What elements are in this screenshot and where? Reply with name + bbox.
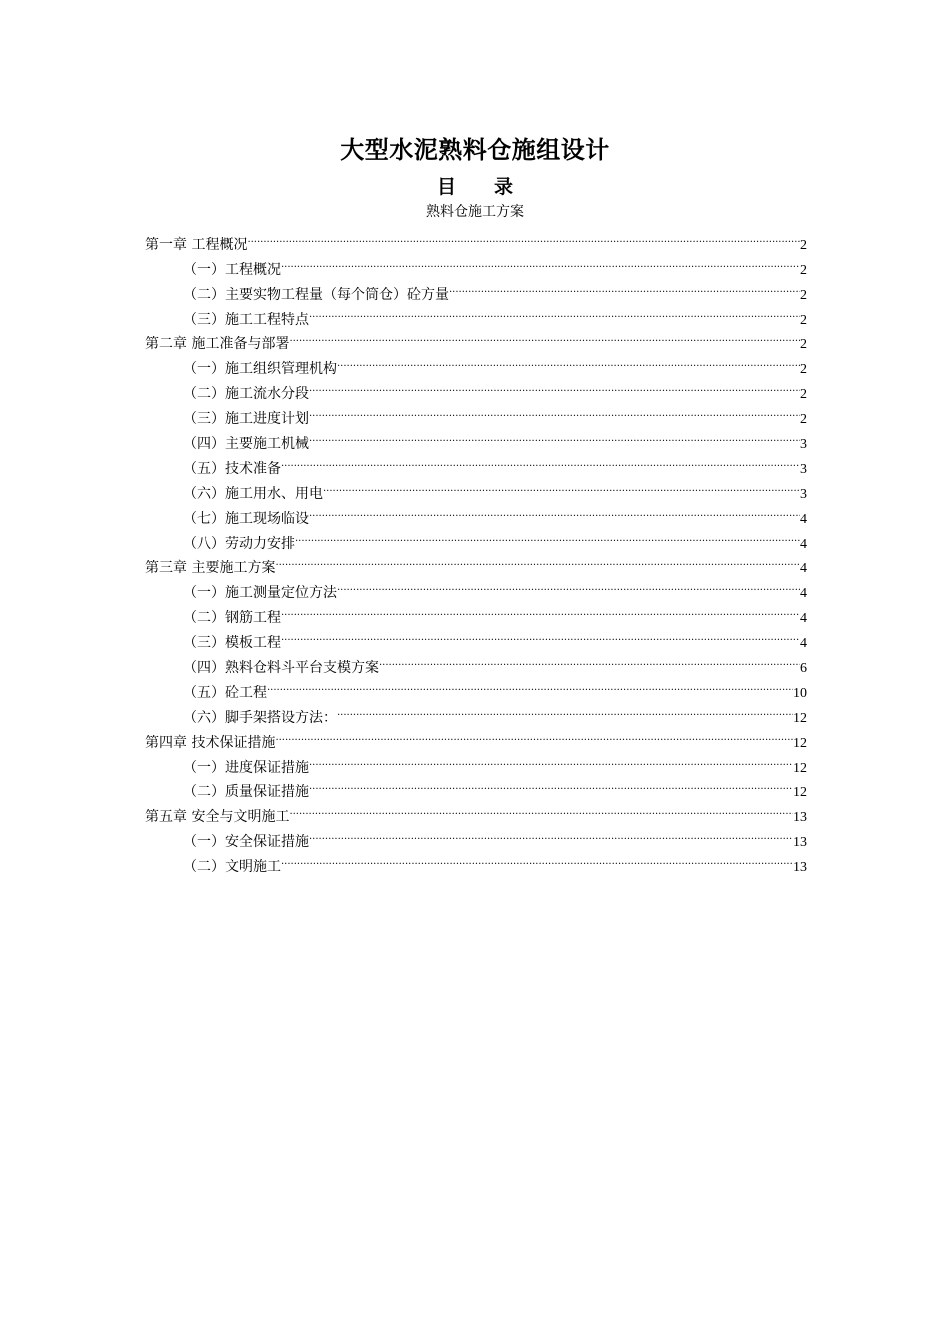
toc-page-number: 4	[800, 536, 807, 552]
toc-dot-leader	[281, 597, 800, 622]
toc-dot-leader	[309, 821, 793, 846]
toc-dot-leader	[309, 398, 800, 423]
toc-entry-text: （三）施工工程特点	[183, 311, 309, 328]
toc-entry-text: （一）工程概况	[183, 261, 281, 278]
toc-page-number: 2	[800, 312, 807, 328]
toc-entry-text: （三）施工进度计划	[183, 411, 309, 428]
toc-subtitle: 熟料仓施工方案	[426, 204, 524, 220]
toc-dot-leader	[337, 697, 793, 722]
toc-page-number: 13	[793, 860, 807, 876]
toc-page-number: 4	[800, 586, 807, 602]
toc-entry-text: （四）主要施工机械	[183, 436, 309, 453]
toc-page-number: 2	[800, 237, 807, 253]
toc-page-number: 4	[800, 611, 807, 627]
toc-page-number: 13	[793, 835, 807, 851]
toc-dot-leader	[289, 324, 800, 349]
toc-entry-text: （四）熟料仓料斗平台支模方案	[183, 660, 379, 677]
toc-entry-text: （三）模板工程	[183, 635, 281, 652]
toc-dot-leader	[289, 796, 793, 821]
toc-page-number: 2	[800, 387, 807, 403]
toc-entry-text: （七）施工现场临设	[183, 510, 309, 527]
toc-entry-text: （六）施工用水、用电	[183, 485, 323, 502]
toc-entry-text: （一）施工测量定位方法	[183, 585, 337, 602]
toc-entry-text: （一）进度保证措施	[183, 759, 309, 776]
toc-entry-text: 第二章 施工准备与部署	[145, 336, 290, 353]
toc-page-number: 2	[800, 412, 807, 428]
toc-page-number: 4	[800, 636, 807, 652]
toc-dot-leader	[323, 473, 800, 498]
toc-dot-leader	[295, 523, 800, 548]
toc-page-number: 2	[800, 262, 807, 278]
toc-dot-leader	[309, 747, 793, 772]
toc-dot-leader	[309, 299, 800, 324]
toc-entry-text: （二）施工流水分段	[183, 386, 309, 403]
toc-entry-text: （八）劳动力安排	[183, 535, 295, 552]
toc-entry-text: （六）脚手架搭设方法：	[183, 709, 337, 726]
toc-page-number: 3	[800, 461, 807, 477]
toc-entry-text: 第五章 安全与文明施工	[145, 809, 290, 826]
toc-page-number: 2	[800, 362, 807, 378]
toc-entry-text: 第三章 主要施工方案	[145, 560, 276, 577]
toc-page-number: 10	[793, 685, 807, 701]
toc-page-number: 12	[793, 710, 807, 726]
toc-entry-text: （二）质量保证措施	[183, 784, 309, 801]
toc-dot-leader	[247, 224, 800, 249]
toc-page-number: 6	[800, 661, 807, 677]
toc-dot-leader	[281, 622, 800, 647]
toc-dot-leader	[275, 548, 800, 573]
toc-page-number: 2	[800, 287, 807, 303]
toc-page-number: 2	[800, 337, 807, 353]
toc-dot-leader	[309, 423, 800, 448]
toc-dot-leader	[309, 498, 800, 523]
toc-dot-leader	[281, 249, 800, 274]
toc-dot-leader	[281, 846, 793, 871]
toc-dot-leader	[449, 274, 800, 299]
toc-page-number: 3	[800, 486, 807, 502]
toc-entry-text: （二）钢筋工程	[183, 610, 281, 627]
toc-heading-right: 录	[494, 176, 514, 198]
toc-dot-leader	[379, 647, 800, 672]
toc-dot-leader	[281, 448, 800, 473]
toc-page-number: 12	[793, 760, 807, 776]
toc-heading	[0, 175, 950, 199]
toc-page-number: 4	[800, 561, 807, 577]
toc-dot-leader	[275, 722, 793, 747]
toc-entry-text: （一）安全保证措施	[183, 834, 309, 851]
toc-page-number: 13	[793, 810, 807, 826]
toc-dot-leader	[309, 772, 793, 797]
toc-entry-text: （二）文明施工	[183, 859, 281, 876]
table-of-contents	[145, 224, 807, 876]
toc-chapter-entry[interactable]	[145, 224, 807, 253]
toc-entry-text: （五）砼工程	[183, 684, 267, 701]
toc-entry-text: 第一章 工程概况	[145, 236, 248, 253]
toc-dot-leader	[267, 672, 793, 697]
toc-page-number: 12	[793, 785, 807, 801]
toc-entry-text: （二）主要实物工程量（每个筒仓）砼方量	[183, 286, 449, 303]
toc-page-number: 3	[800, 437, 807, 453]
toc-entry-text: （五）技术准备	[183, 460, 281, 477]
toc-heading-left: 目	[436, 176, 456, 198]
toc-page-number: 12	[793, 735, 807, 751]
toc-entry-text: （一）施工组织管理机构	[183, 361, 337, 378]
toc-entry-text: 第四章 技术保证措施	[145, 734, 276, 751]
toc-page-number: 4	[800, 511, 807, 527]
toc-dot-leader	[337, 348, 800, 373]
toc-dot-leader	[337, 572, 800, 597]
document-title: 大型水泥熟料仓施组设计	[340, 136, 610, 164]
toc-dot-leader	[309, 373, 800, 398]
